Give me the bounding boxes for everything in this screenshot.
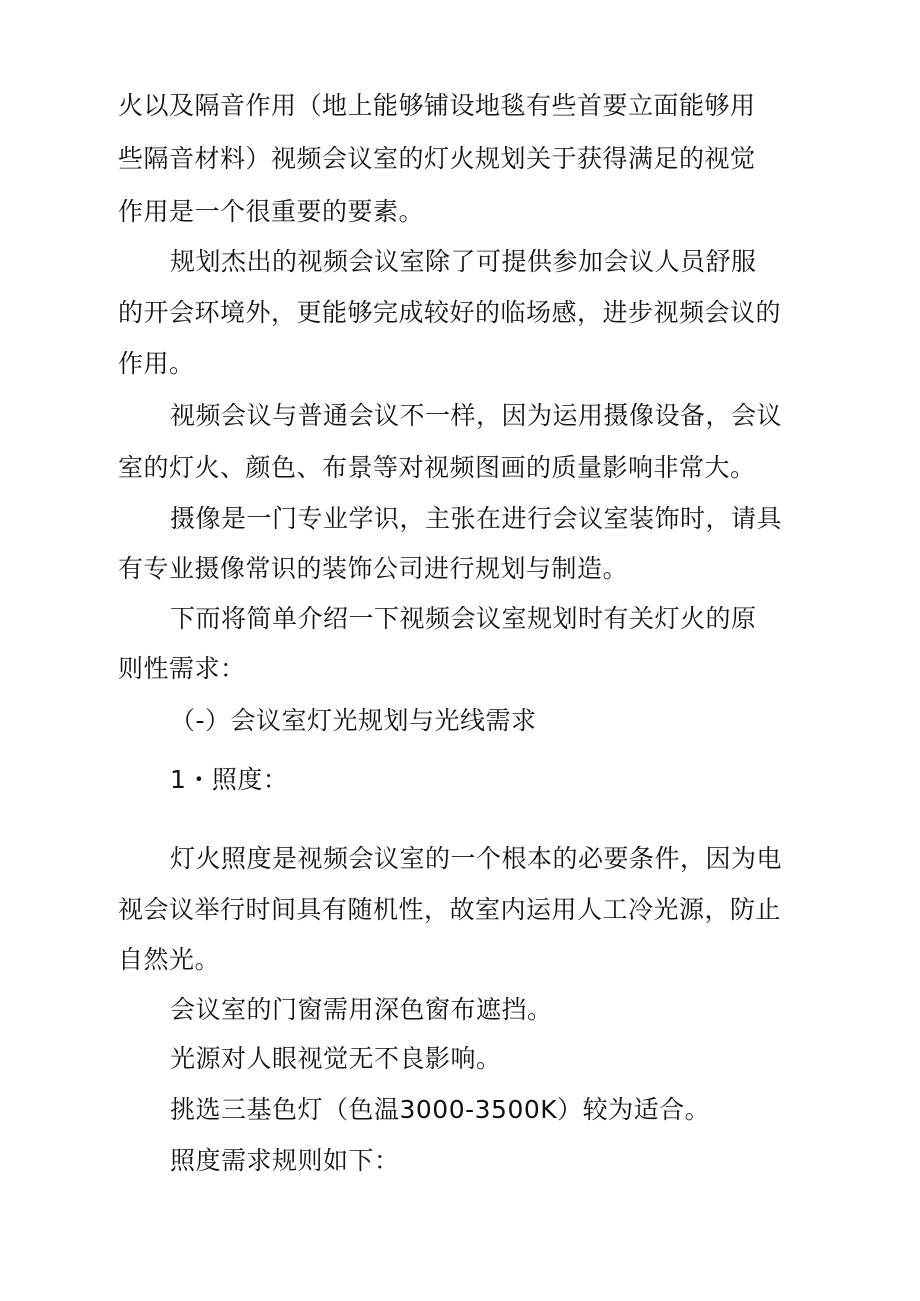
paragraph-line: 规划杰出的视频会议室除了可提供参加会议人员舒服	[170, 247, 757, 276]
paragraph-line: 自然光。	[118, 945, 221, 974]
paragraph-line: 的开会环境外，更能够完成较好的临场感，进步视频会议的	[118, 298, 782, 327]
paragraph-line: 挑选三基色灯（色温3000-3500K）较为适合。	[170, 1095, 711, 1124]
paragraph-line: 光源对人眼视觉无不良影响。	[170, 1044, 502, 1073]
paragraph-line: 灯火照度是视频会议室的一个根本的必要条件，因为电	[170, 844, 783, 873]
paragraph-line: 室的灯火、颜色、布景等对视频图画的质量影响非常大。	[118, 453, 756, 482]
paragraph-line: 有专业摄像常识的装饰公司进行规划与制造。	[118, 554, 629, 583]
paragraph-line: 会议室的门窗需用深色窗布遮挡。	[170, 995, 553, 1024]
paragraph-line: 下而将简单介绍一下视频会议室规划时有关灯火的原	[170, 604, 757, 633]
paragraph-line: 火以及隔音作用（地上能够铺设地毯有些首要立面能够用	[118, 91, 756, 120]
paragraph-line: 些隔音材料）视频会议室的灯火规划关于获得满足的视觉	[118, 144, 756, 173]
paragraph-line: 视会议举行时间具有随机性，故室内运用人工冷光源，防止	[118, 895, 782, 924]
paragraph-line: 则性需求：	[118, 654, 246, 683]
subsection-heading: 1・照度：	[170, 765, 289, 794]
paragraph-line: 摄像是一门专业学识，主张在进行会议室装饰时，请具	[170, 504, 783, 533]
paragraph-line: 作用是一个很重要的要素。	[118, 197, 425, 226]
paragraph-line: 照度需求规则如下：	[170, 1146, 400, 1175]
paragraph-line: 作用。	[118, 349, 195, 378]
section-heading: （-）会议室灯光规划与光线需求	[170, 706, 537, 735]
paragraph-line: 视频会议与普通会议不一样，因为运用摄像设备，会议	[170, 401, 783, 430]
